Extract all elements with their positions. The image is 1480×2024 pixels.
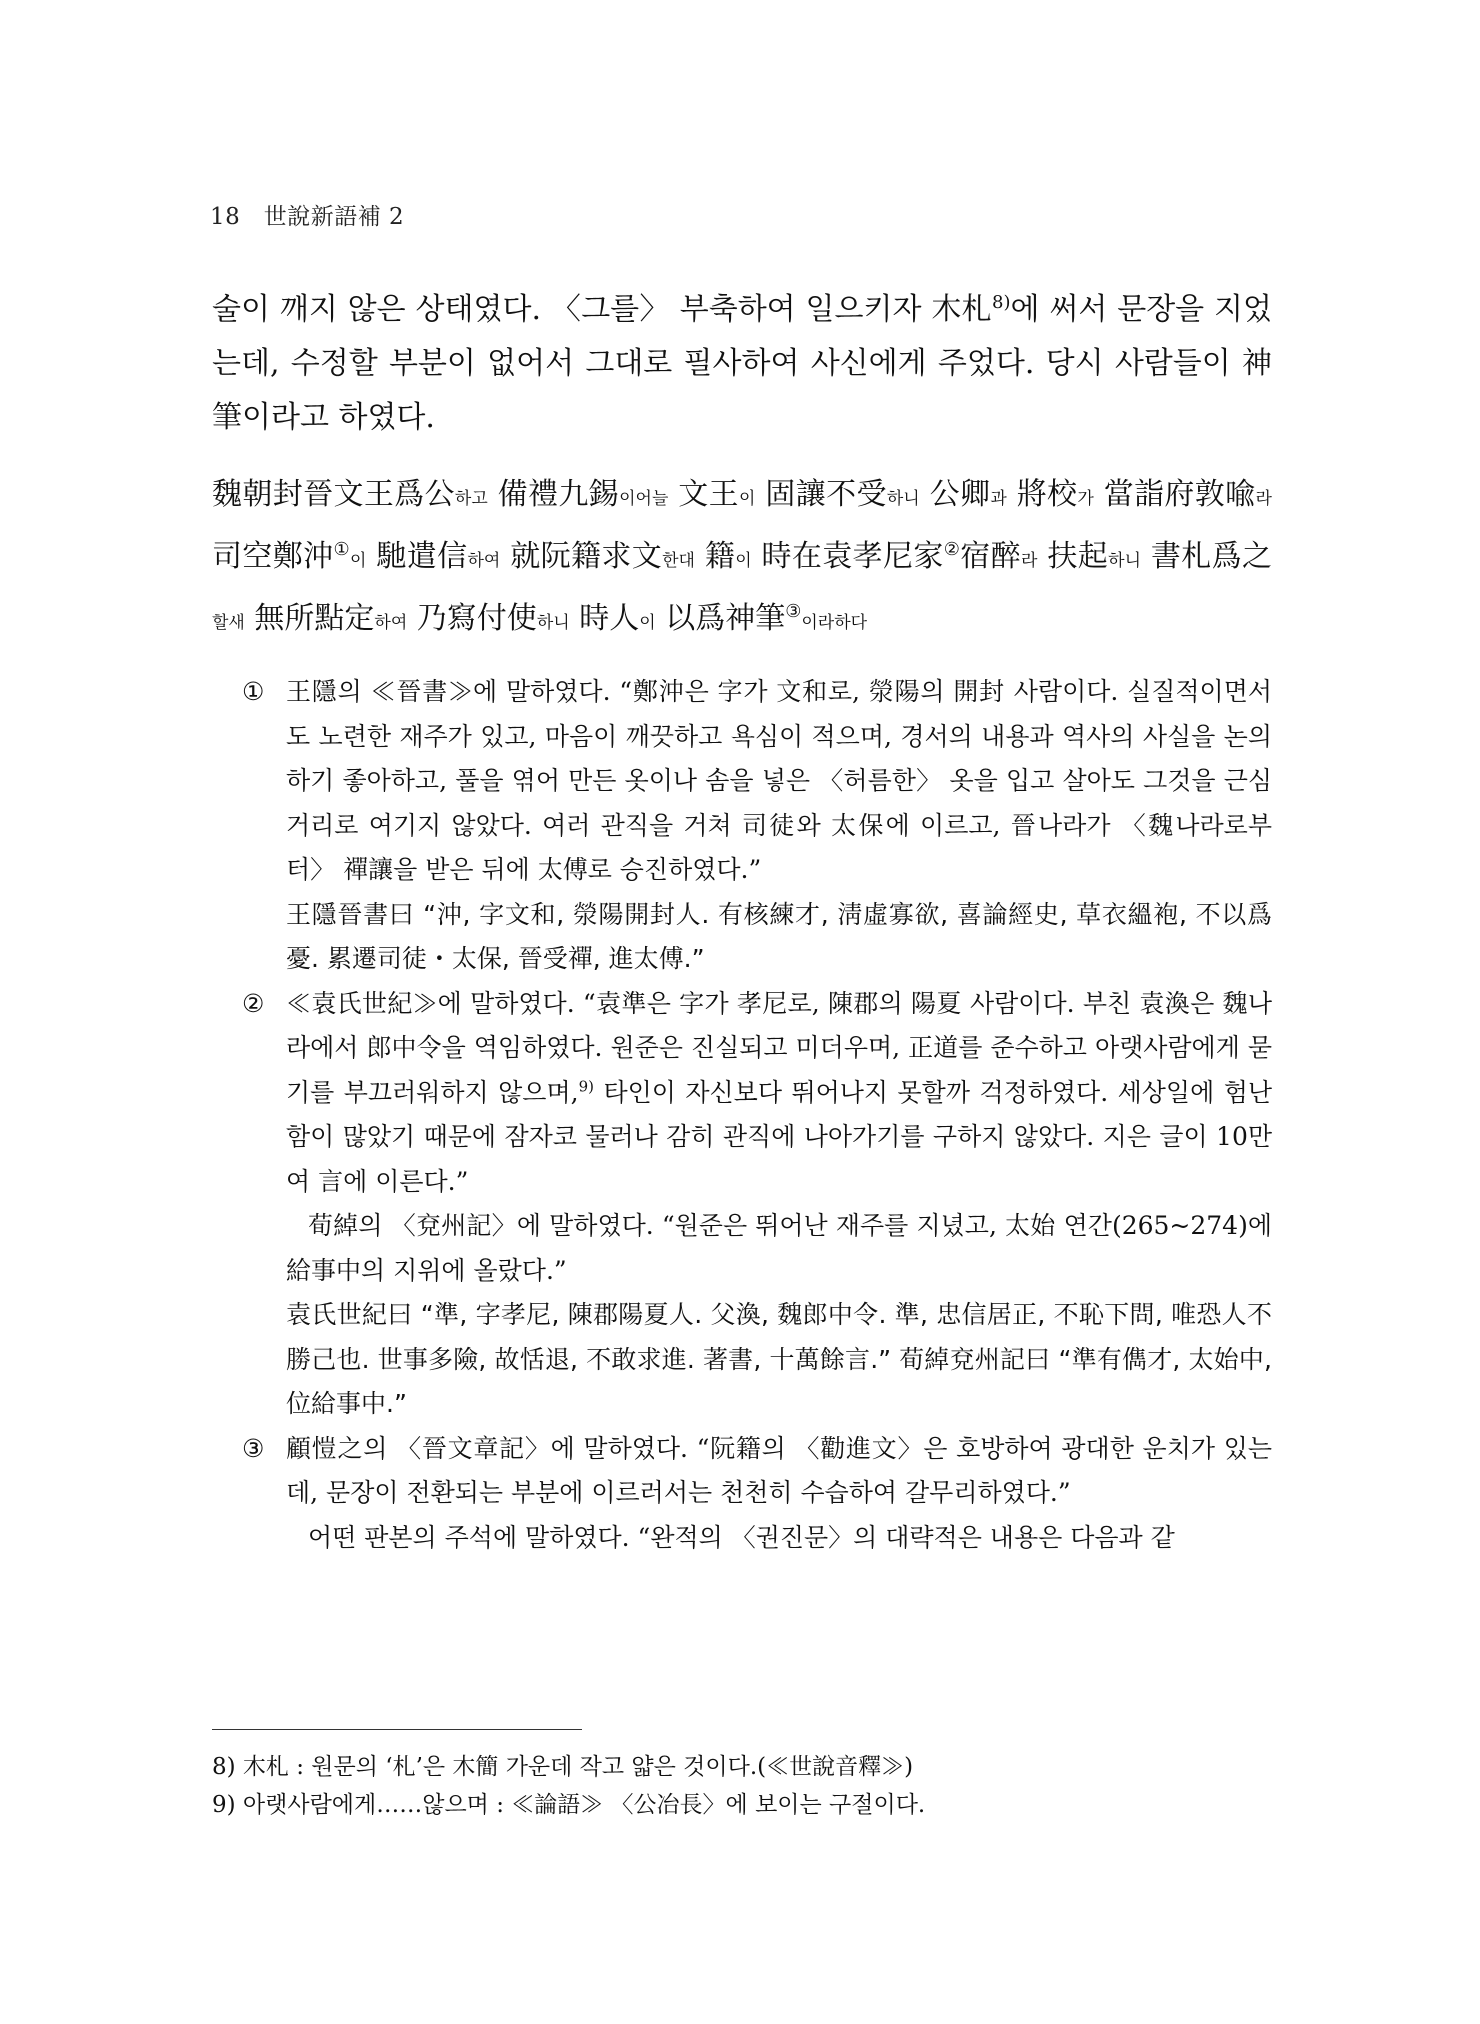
hanmun-phrase: 籍 <box>694 539 736 574</box>
hanmun-phrase: 司空鄭沖 <box>212 539 334 574</box>
translation-text: 에 써서 문장을 지었는데, 수정할 부분이 없어서 그대로 필사하여 사신에게 주었다. 당시 사람들이 神筆이라고 하였다. <box>212 292 1272 435</box>
hanmun-phrase: 備禮九錫 <box>487 477 620 512</box>
footnote-8: 8) 木札 : 원문의 ‘札’은 木簡 가운데 작고 얇은 것이다.(≪世說音釋≫) <box>212 1754 914 1780</box>
annotation-notes <box>242 670 1272 1560</box>
hanmun-phrase: 文王 <box>668 477 740 512</box>
note-korean: 王隱의 ≪晉書≫에 말하였다. “鄭沖은 字가 文和로, 滎陽의 開封 사람이다. 실질적이면서도 노련한 재주가 있고, 마음이 깨끗하고 욕심이 적으며, 경서의 내용과 역사의 사실을 논의하기 좋아하고, 풀을 엮어 만든 옷이나 솜을 넣은 〈허름한〉 옷을 입고 살아도 그것을 근심거리로 여기지 않았다. 여러 관직을 거쳐 司徒와 太保에 이르고, 晉나라가 〈魏나라로부터〉 禪讓을 받은 뒤에 太傅로 승진하였다.” <box>286 677 1272 884</box>
page-header <box>210 198 404 231</box>
hangul-particle: 이어늘 <box>619 489 669 509</box>
note-1 <box>242 670 1272 982</box>
note-3 <box>242 1427 1272 1561</box>
hanmun-phrase: 書札爲之 <box>1141 539 1273 574</box>
hangul-particle: 이 <box>350 551 367 571</box>
note-korean: 顧愷之의 〈晉文章記〉에 말하였다. “阮籍의 〈勸進文〉은 호방하여 광대한 운치가 있는데, 문장이 전환되는 부분에 이르러서는 천천히 수습하여 갈무리하였다.” <box>286 1433 1272 1507</box>
hangul-particle: 하고 <box>454 489 488 509</box>
hanmun-phrase: 扶起 <box>1037 539 1109 574</box>
hanmun-phrase: 乃寫付使 <box>407 601 537 636</box>
note-korean-text: ≪袁氏世紀≫에 말하였다. “袁準은 字가 孝尼로, 陳郡의 陽夏 사람이다. 부친 袁渙은 魏나라에서 郎中令을 역임하였다. 원준은 진실되고 미더우며, 正道를 준수하고 아랫사람에게 묻기를 부끄러워하지 않으며, <box>286 988 1272 1107</box>
note-marker: ③ <box>242 1433 265 1463</box>
original-text <box>212 466 1272 652</box>
note-hanmun: 袁氏世紀曰 “準, 字孝尼, 陳郡陽夏人. 父渙, 魏郎中令. 準, 忠信居正, 不恥下問, 唯恐人不勝己也. 世事多險, 故恬退, 不敢求進. 著書, 十萬餘言.” 荀綽兗州記曰 “準有儁才, 太始中, 位給事中.” <box>286 1300 1272 1418</box>
note-marker: ① <box>242 677 265 706</box>
footnotes <box>212 1748 1272 1824</box>
footnote-9: 9) 아랫사람에게……않으며 : ≪論語≫ 〈公冶長〉에 보이는 구절이다. <box>212 1792 926 1818</box>
note-korean-text: 타인이 자신보다 뛰어나지 못할까 걱정하였다. 세상일에 험난함이 많았기 때문에 잠자코 물러나 감히 관직에 나아가기를 구하지 않았다. 지은 글이 10만여 言에 이른다.” <box>286 1077 1273 1196</box>
note-ref-3: ③ <box>785 601 802 622</box>
hanmun-phrase: 時人 <box>569 601 640 636</box>
hanmun-phrase: 當詣府敦喩 <box>1093 477 1256 512</box>
hangul-particle: 하여 <box>374 613 408 633</box>
hanmun-phrase: 魏朝封晉文王爲公 <box>212 477 455 512</box>
hanmun-phrase: 公卿 <box>919 477 991 512</box>
note-marker: ② <box>242 988 265 1018</box>
hanmun-phrase: 無所點定 <box>244 601 375 636</box>
hanmun-phrase: 將校 <box>1006 477 1078 512</box>
hangul-particle: 할새 <box>212 613 245 633</box>
hangul-particle: 라 <box>1255 489 1272 509</box>
hangul-particle: 하니 <box>1108 551 1141 571</box>
note-ref-1: ① <box>333 539 350 560</box>
footnote-divider <box>212 1729 582 1730</box>
hanmun-phrase: 宿醉 <box>960 539 1022 574</box>
hangul-particle: 라 <box>1021 551 1038 571</box>
hanmun-phrase: 時在袁孝尼家 <box>751 539 944 574</box>
hanmun-phrase: 以爲神筆 <box>655 601 786 636</box>
translation-text: 술이 깨지 않은 상태였다. 〈그를〉 부축하여 일으키자 木札 <box>212 292 993 327</box>
hangul-particle: 가 <box>1077 489 1094 509</box>
note-korean-continued: 荀綽의 〈兗州記〉에 말하였다. “원준은 뛰어난 재주를 지녔고, 太始 연간(265~274)에 給事中의 지위에 올랐다.” <box>286 1211 1272 1285</box>
hangul-particle: 이 <box>639 613 656 633</box>
hangul-particle: 하니 <box>536 613 570 633</box>
hanmun-phrase: 固讓不受 <box>755 477 887 512</box>
hangul-particle: 하여 <box>467 551 501 571</box>
note-korean-continued: 어떤 판본의 주석에 말하였다. “완적의 〈권진문〉의 대략적은 내용은 다음과 같 <box>308 1522 1175 1552</box>
footnote-ref-9: 9) <box>578 1077 594 1096</box>
footnote-ref-8: 8) <box>992 292 1011 313</box>
korean-translation <box>212 283 1272 445</box>
note-ref-2: ② <box>943 539 961 560</box>
hangul-particle: 하니 <box>886 489 920 509</box>
note-hanmun: 王隱晉書曰 “沖, 字文和, 滎陽開封人. 有核練才, 淸虛寡欲, 喜論經史, 草衣縕袍, 不以爲憂. 累遷司徒・太保, 晉受禪, 進太傅.” <box>286 899 1272 973</box>
hanmun-phrase: 就阮籍求文 <box>500 539 663 574</box>
hanmun-phrase: 馳遣信 <box>366 539 468 574</box>
hangul-particle: 한대 <box>662 551 695 571</box>
note-korean <box>286 982 1272 1205</box>
page-number: 18 <box>210 204 241 230</box>
hangul-particle: 이라하다 <box>801 613 868 633</box>
hangul-particle: 이 <box>739 489 756 509</box>
book-title: 世說新語補 2 <box>263 204 405 230</box>
hangul-particle: 이 <box>735 551 752 571</box>
hangul-particle: 과 <box>990 489 1007 509</box>
note-2 <box>242 982 1272 1427</box>
